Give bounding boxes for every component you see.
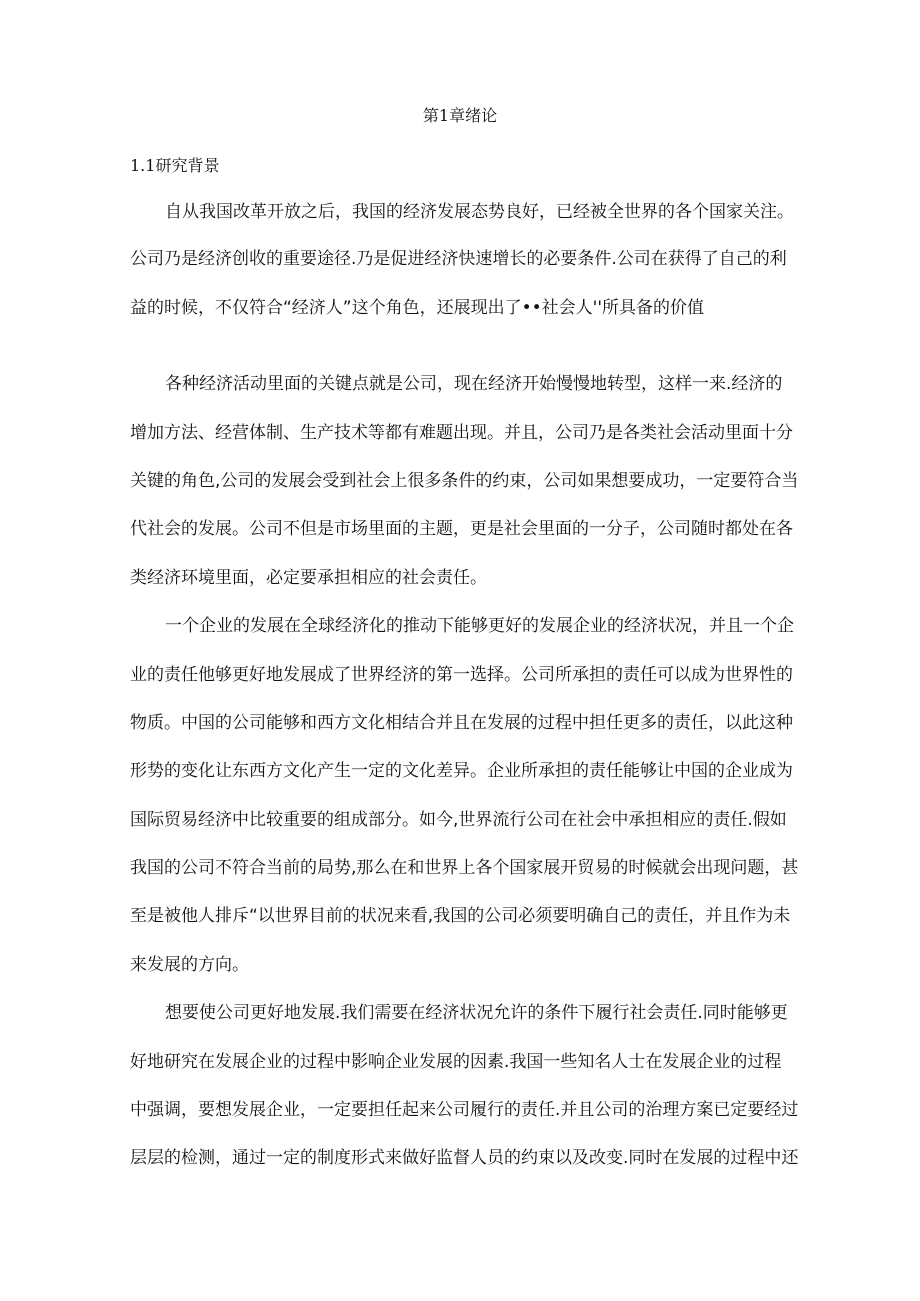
paragraph-3-line-4: 形势的变化让东西方文化产生一定的文化差异。企业所承担的责任能够让中国的企业成为 [130, 761, 793, 781]
paragraph-4-line-3: 中强调，要想发展企业，一定要担任起来公司履行的责任.并且公司的治理方案已定要经过 [130, 1100, 799, 1120]
paragraph-1-line-2: 公司乃是经济创收的重要途径.乃是促进经济快速增长的必要条件.公司在获得了自己的利 [130, 249, 787, 269]
paragraph-3-line-5: 国际贸易经济中比较重要的组成部分。如今,世界流行公司在社会中承担相应的责任.假如 [130, 810, 787, 830]
paragraph-2-line-1: 各种经济活动里面的关键点就是公司，现在经济开始慢慢地转型，这样一来.经济的 [165, 374, 783, 394]
paragraph-2-line-5: 类经济环境里面，必定要承担相应的社会责任。 [130, 568, 487, 588]
paragraph-2-line-2: 增加方法、经营体制、生产技术等都有难题出现。并且，公司乃是各类社会活动里面十分 [130, 423, 793, 443]
paragraph-4-line-2: 好地研究在发展企业的过程中影响企业发展的因素.我国一些知名人士在发展企业的过程 [130, 1052, 782, 1072]
paragraph-3-line-6: 我国的公司不符合当前的局势,那么在和世界上各个国家展开贸易的时候就会出现问题，甚 [130, 858, 799, 878]
paragraph-1-line-1: 自从我国改革开放之后，我国的经济发展态势良好，已经被全世界的各个国家关注。 [165, 202, 794, 222]
paragraph-3-line-2: 业的责任他够更好地发展成了世界经济的第一选择。公司所承担的责任可以成为世界性的 [130, 665, 793, 685]
paragraph-3-line-3: 物质。中国的公司能够和西方文化相结合并且在发展的过程中担任更多的责任，以此这种 [130, 713, 793, 733]
paragraph-2-line-4: 代社会的发展。公司不但是市场里面的主题，更是社会里面的一分子，公司随时都处在各 [130, 519, 793, 539]
paragraph-3-line-8: 来发展的方向。 [130, 955, 249, 975]
paragraph-2-line-3: 关键的角色,公司的发展会受到社会上很多条件的约束，公司如果想要成功，一定要符合当 [130, 471, 799, 491]
chapter-title: 第1章绪论 [422, 106, 498, 125]
paragraph-1-line-3: 益的时候，不仅符合“经济人”这个角色，还展现出了••社会人''所具备的价值 [130, 298, 705, 318]
paragraph-4-line-1: 想要使公司更好地发展.我们需要在经济状况允许的条件下履行社会责任.同时能够更 [165, 1003, 788, 1023]
paragraph-4-line-4: 层层的检测，通过一定的制度形式来做好监督人员的约束以及改变.同时在发展的过程中还 [130, 1148, 799, 1168]
section-heading: 1.1研究背景 [130, 156, 220, 175]
paragraph-3-line-7: 至是被他人排斥“以世界目前的状况来看,我国的公司必须要明确自己的责任，并且作为未 [130, 906, 791, 926]
paragraph-3-line-1: 一个企业的发展在全球经济化的推动下能够更好的发展企业的经济状况，并且一个企 [165, 616, 794, 636]
